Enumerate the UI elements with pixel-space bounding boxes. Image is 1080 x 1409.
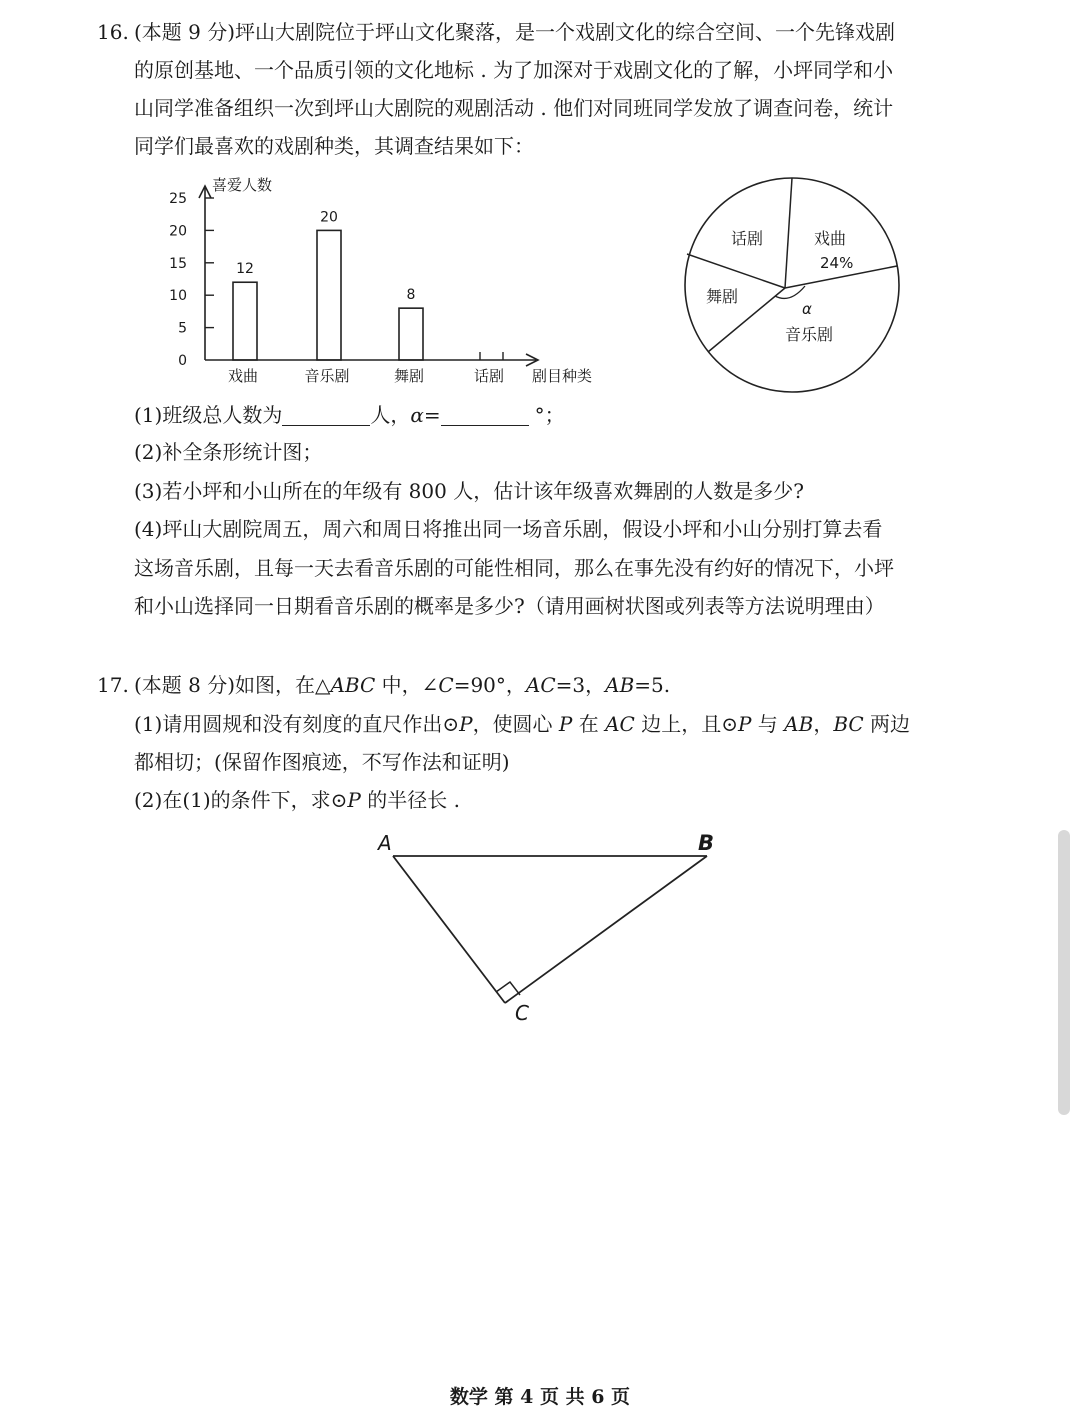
x-category-label: 舞剧 [393,367,425,385]
y-tick-label: 5 [178,320,187,337]
vertex-label-B: B [698,831,715,855]
q17-number: 17. [97,673,129,697]
bar [317,230,341,360]
triangle-figure [376,831,714,1025]
y-tick-label: 25 [169,191,187,207]
pie-label-wuju: 舞剧 [706,287,739,306]
answer-blank-alpha[interactable] [441,403,529,426]
q16-sub4-line-1: (4)坪山大剧院周五，周六和周日将推出同一场音乐剧，假设小坪和小山分别打算去看 [134,517,883,541]
q17-sub1-line-2: 都相切；(保留作图痕迹，不写作法和证明) [134,750,510,774]
q16-sub4-line-3: 和小山选择同一日期看音乐剧的概率是多少?（请用画树状图或列表等方法说明理由） [134,594,885,618]
q17-stem: (本题 8 分)如图，在△ABC 中，∠C=90°，AC=3，AB=5. [134,673,671,697]
q16-sub2: (2)补全条形统计图； [134,440,323,464]
bar [233,282,257,360]
page-footer: 数学 第 4 页 共 6 页 [449,1386,631,1408]
pie-divider-upper-left [687,254,785,288]
y-tick-label: 20 [169,223,187,240]
pie-divider-top [785,178,792,288]
y-axis-label: 喜爱人数 [212,176,273,194]
q16-sub1-text-c: °； [534,403,565,427]
q16-number: 16. [97,20,129,44]
q17-sub1-line-1: (1)请用圆规和没有刻度的直尺作出⊙P，使圆心 P 在 AC 边上，且⊙P 与 AB，BC 两边 [134,712,911,736]
y-tick-label: 15 [169,255,187,272]
q16-sub1-text-a: (1)班级总人数为 [134,403,283,427]
bar-data-label: 20 [320,209,338,226]
q16-sub1 [134,401,565,429]
bar [399,308,423,360]
vertex-label-C: C [515,1001,529,1025]
q16-stem-line-4: 同学们最喜欢的戏剧种类，其调查结果如下： [134,134,534,158]
y-tick-label: 0 [178,353,187,369]
pie-label-yinyueju: 音乐剧 [785,325,834,344]
bar-data-label: 12 [236,261,254,278]
pie-label-huaju: 话剧 [731,229,764,248]
right-angle-mark [496,982,520,995]
q16-sub4-line-2: 这场音乐剧，且每一天去看音乐剧的可能性相同，那么在事先没有约好的情况下，小坪 [134,556,894,580]
x-axis-label: 剧目种类 [532,367,593,385]
side-BC [505,856,707,1003]
q16-sub1-text-b: 人， [370,403,411,427]
q16-stem-line-1: (本题 9 分)坪山大剧院位于坪山文化聚落，是一个戏剧文化的综合空间、一个先锋戏剧 [134,20,896,44]
pie-label-xiqu-percent: 24% [820,254,854,272]
x-category-label: 戏曲 [227,367,259,385]
bar-chart [169,176,592,385]
q16-sub3: (3)若小坪和小山所在的年级有 800 人，估计该年级喜欢舞剧的人数是多少? [134,479,804,503]
pie-label-xiqu: 戏曲 [814,229,847,248]
q16-stem-line-3: 山同学准备组织一次到坪山大剧院的观剧活动 . 他们对同班同学发放了调查问卷，统计 [134,96,894,120]
pie-angle-label: α [802,300,812,318]
x-category-label: 话剧 [473,367,505,385]
q17-sub2: (2)在(1)的条件下，求⊙P 的半径长 . [134,788,460,812]
scrollbar-thumb[interactable] [1058,830,1070,1115]
q16-stem-line-2: 的原创基地、一个品质引领的文化地标 . 为了加深对于戏剧文化的了解，小坪同学和小 [134,58,894,82]
q16-sub1-eq: = [423,403,441,427]
answer-blank-total[interactable] [282,403,370,426]
y-tick-label: 10 [169,288,187,305]
pie-chart [685,178,899,392]
side-AC [393,856,505,1003]
q16-sub1-alpha: α [410,403,424,427]
vertex-label-A: A [378,831,392,855]
pie-outline [685,178,899,392]
bar-data-label: 8 [406,287,416,304]
x-category-label: 音乐剧 [304,367,350,385]
